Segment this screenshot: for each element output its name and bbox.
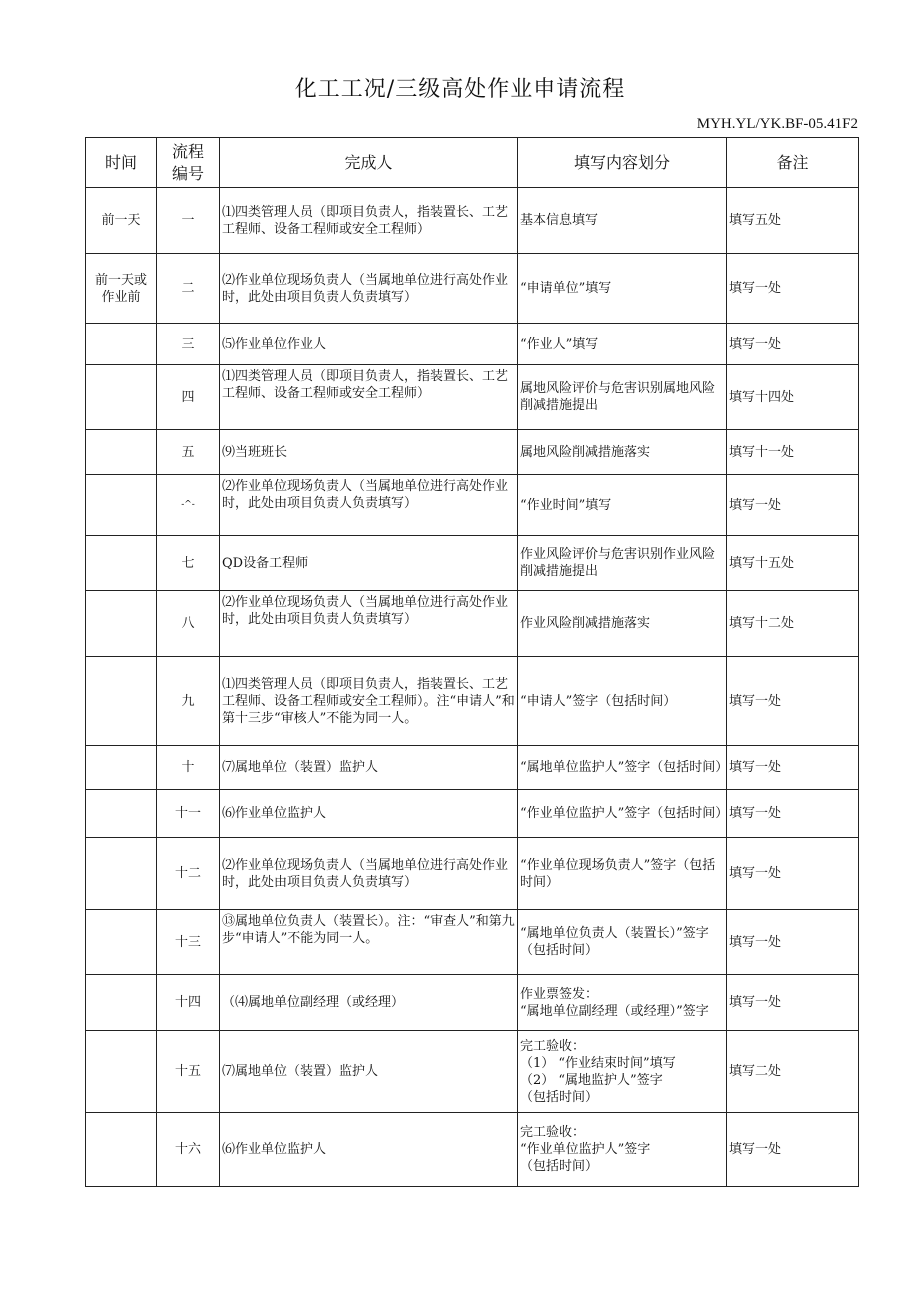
table-row (86, 365, 859, 430)
cell-content: 基本信息填写 (518, 188, 727, 254)
table-row (86, 430, 859, 475)
cell-remark: 填写二处 (727, 1031, 859, 1113)
cell-remark: 填写一处 (727, 838, 859, 910)
cell-flow-no: 二 (157, 254, 220, 324)
process-table (85, 137, 859, 1187)
cell-content: “作业时间”填写 (518, 475, 727, 536)
cell-content: “作业人”填写 (518, 324, 727, 365)
cell-remark: 填写一处 (727, 657, 859, 746)
cell-person: （⑷属地单位副经理（或经理） (220, 975, 518, 1031)
cell-remark: 填写一处 (727, 254, 859, 324)
cell-person: QD设备工程师 (220, 536, 518, 591)
cell-content: “属地单位监护人”签字（包括时间） (518, 746, 727, 790)
cell-remark: 填写一处 (727, 790, 859, 838)
cell-remark: 填写一处 (727, 910, 859, 975)
table-row (86, 1031, 859, 1113)
table-row (86, 324, 859, 365)
document-number: MYH.YL/YK.BF-05.41F2 (696, 116, 858, 132)
cell-person: ⑴四类管理人员（即项目负责人，指装置长、工艺工程师、设备工程师或安全工程师） (220, 188, 518, 254)
cell-time: 前一天 (86, 188, 157, 254)
header-remark: 备注 (727, 138, 859, 188)
table-row (86, 975, 859, 1031)
cell-flow-no: 五 (157, 430, 220, 475)
cell-remark: 填写一处 (727, 475, 859, 536)
cell-content: “申请单位”填写 (518, 254, 727, 324)
cell-person: ⑴四类管理人员（即项目负责人，指装置长、工艺工程师、设备工程师或安全工程师）。注“申请人”和第十三步“审核人”不能为同一人。 (220, 657, 518, 746)
cell-content: 完工验收： （1） “作业结束时间”填写 （2） “属地监护人”签字 （包括时间） (518, 1031, 727, 1113)
cell-remark: 填写十四处 (727, 365, 859, 430)
cell-flow-no: 十六 (157, 1113, 220, 1187)
cell-time (86, 657, 157, 746)
cell-person: ⑹作业单位监护人 (220, 1113, 518, 1187)
cell-flow-no: 十二 (157, 838, 220, 910)
cell-content: 作业风险削减措施落实 (518, 591, 727, 657)
table-row (86, 838, 859, 910)
cell-content: 作业票签发： “属地单位副经理（或经理）”签字 (518, 975, 727, 1031)
cell-person: ⑸作业单位作业人 (220, 324, 518, 365)
cell-content: “作业单位现场负责人”签字（包括时间） (518, 838, 727, 910)
cell-flow-no: 三 (157, 324, 220, 365)
cell-content: “属地单位负责人（装置长）”签字（包括时间） (518, 910, 727, 975)
table-row (86, 188, 859, 254)
cell-content: 属地风险评价与危害识别属地风险削减措施提出 (518, 365, 727, 430)
cell-content: 属地风险削减措施落实 (518, 430, 727, 475)
cell-remark: 填写十二处 (727, 591, 859, 657)
cell-time (86, 1113, 157, 1187)
cell-flow-no: 十一 (157, 790, 220, 838)
cell-time (86, 975, 157, 1031)
cell-time (86, 430, 157, 475)
cell-remark: 填写一处 (727, 746, 859, 790)
table-row (86, 657, 859, 746)
cell-flow-no: 四 (157, 365, 220, 430)
cell-time (86, 1031, 157, 1113)
header-time: 时间 (86, 138, 157, 188)
cell-remark: 填写十一处 (727, 430, 859, 475)
cell-flow-no: 十五 (157, 1031, 220, 1113)
cell-time (86, 365, 157, 430)
cell-person: ⑵作业单位现场负责人（当属地单位进行高处作业时，此处由项目负责人负责填写） (220, 254, 518, 324)
cell-time (86, 910, 157, 975)
cell-remark: 填写十五处 (727, 536, 859, 591)
cell-person: ⑵作业单位现场负责人（当属地单位进行高处作业时，此处由项目负责人负责填写） (220, 838, 518, 910)
cell-time (86, 324, 157, 365)
cell-time: 前一天或 作业前 (86, 254, 157, 324)
cell-flow-no: 七 (157, 536, 220, 591)
cell-remark: 填写一处 (727, 1113, 859, 1187)
cell-person: ⑺属地单位（装置）监护人 (220, 746, 518, 790)
cell-remark: 填写五处 (727, 188, 859, 254)
table-row (86, 536, 859, 591)
cell-flow-no: 十 (157, 746, 220, 790)
table-row (86, 591, 859, 657)
table-row (86, 254, 859, 324)
header-person: 完成人 (220, 138, 518, 188)
table-row (86, 746, 859, 790)
cell-time (86, 591, 157, 657)
table-row (86, 1113, 859, 1187)
cell-content: “申请人”签字（包括时间） (518, 657, 727, 746)
cell-flow-no: 一 (157, 188, 220, 254)
cell-person: ⑹作业单位监护人 (220, 790, 518, 838)
cell-flow-no: 八 (157, 591, 220, 657)
cell-remark: 填写一处 (727, 975, 859, 1031)
header-content: 填写内容划分 (518, 138, 727, 188)
cell-flow-no: 九 (157, 657, 220, 746)
table-row (86, 910, 859, 975)
table-row (86, 790, 859, 838)
cell-content: 完工验收： “作业单位监护人”签字 （包括时间） (518, 1113, 727, 1187)
cell-flow-no: 十四 (157, 975, 220, 1031)
cell-flow-no: 十三 (157, 910, 220, 975)
cell-person: ⑼当班班长 (220, 430, 518, 475)
header-flow-no: 流程 编号 (157, 138, 220, 188)
cell-person: ⑵作业单位现场负责人（当属地单位进行高处作业时，此处由项目负责人负责填写） (220, 475, 518, 536)
cell-content: 作业风险评价与危害识别作业风险削减措施提出 (518, 536, 727, 591)
page-title: 化工工况/三级高处作业申请流程 (294, 77, 626, 102)
cell-remark: 填写一处 (727, 324, 859, 365)
cell-flow-no: -^- (157, 475, 220, 536)
cell-time (86, 790, 157, 838)
cell-time (86, 536, 157, 591)
cell-person: ⑴四类管理人员（即项目负责人，指装置长、工艺工程师、设备工程师或安全工程师） (220, 365, 518, 430)
cell-person: ⑺属地单位（装置）监护人 (220, 1031, 518, 1113)
cell-time (86, 838, 157, 910)
header-row (86, 138, 859, 188)
cell-content: “作业单位监护人”签字（包括时间） (518, 790, 727, 838)
cell-person: ⑬属地单位负责人（装置长）。注：“审查人”和第九步“申请人”不能为同一人。 (220, 910, 518, 975)
cell-person: ⑵作业单位现场负责人（当属地单位进行高处作业时，此处由项目负责人负责填写） (220, 591, 518, 657)
table-row (86, 475, 859, 536)
cell-time (86, 746, 157, 790)
cell-time (86, 475, 157, 536)
